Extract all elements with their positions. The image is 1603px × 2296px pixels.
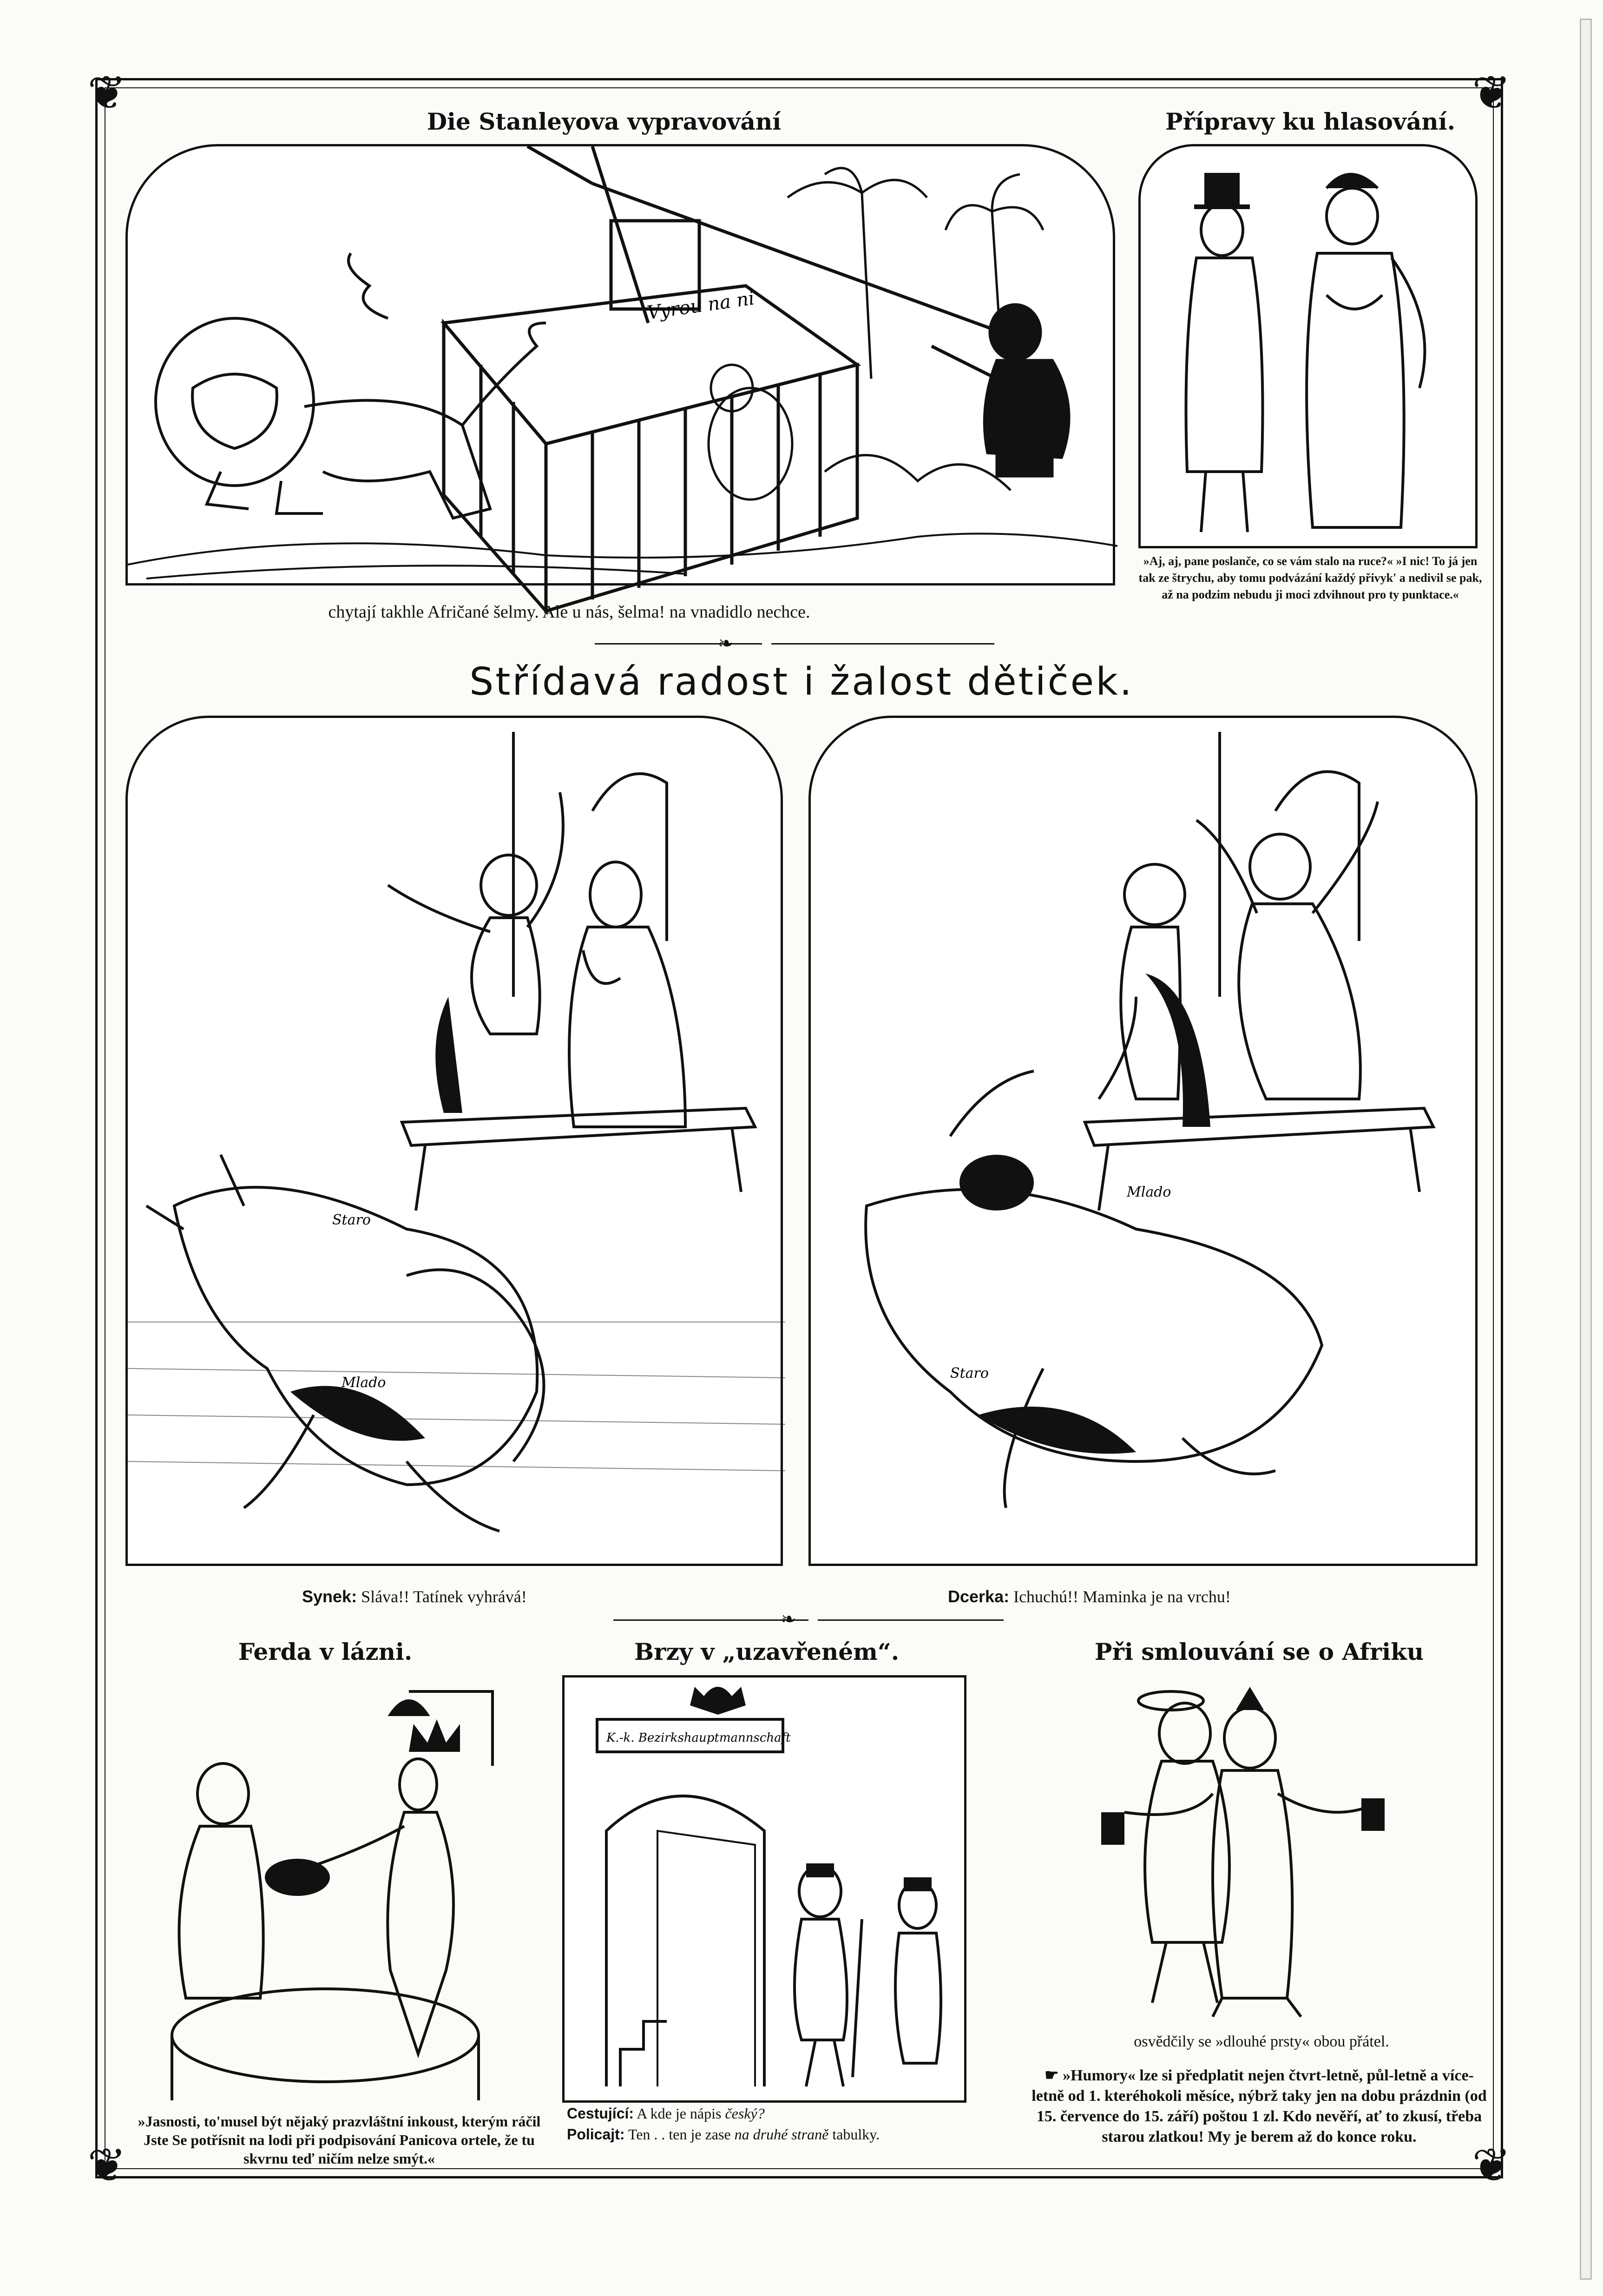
line-2-text: Ten . . ten je zase: [628, 2126, 735, 2143]
speaker-policajt: Policajt:: [567, 2126, 625, 2143]
line-1-text: A kde je nápis: [637, 2105, 725, 2122]
pointing-hand-icon: ☛: [1045, 2067, 1059, 2084]
cage-sign-text: Vyrou na ni: [645, 288, 756, 324]
closed-line-1: [567, 2105, 765, 2122]
page-edge-mark: [1580, 19, 1592, 2280]
father-caption: [302, 1587, 527, 1606]
divider-ornament-icon: ❧: [781, 1609, 796, 1630]
line-1-italic: český?: [725, 2105, 765, 2122]
africa-caption: osvědčily se »dlouhé prsty« obou přátel.: [1134, 2033, 1389, 2050]
voting-title: Přípravy ku hlasování.: [1165, 108, 1455, 135]
mother-caption: [948, 1587, 1231, 1606]
voting-illustration: [1141, 146, 1480, 551]
father-label-mlado: Mlado: [342, 1375, 386, 1391]
africa-illustration: [1083, 1682, 1408, 2035]
line-2-italic: na druhé straně: [734, 2126, 829, 2143]
ornament-corner-icon: ❦: [87, 2138, 126, 2192]
ferda-caption: »Jasnosti, to'musel být nějaký prazvláštní inkoust, kterým ráčil Jste Se potřísnit na lodi při podpisování Panicova ortele, že tu skvrnu teď ničím nelze smýt.«: [138, 2113, 541, 2167]
stanley-illustration: [128, 146, 1117, 588]
section-divider: [818, 1619, 1004, 1621]
double-eagle-icon: [690, 1687, 746, 1715]
mother-caption-text: Ichuchú!! Maminka je na vrchu!: [1013, 1587, 1231, 1606]
closed-title: Brzy v „uzavřeném“.: [634, 1638, 900, 1665]
father-label-staro: Staro: [332, 1212, 371, 1228]
father-illustration: [128, 718, 785, 1568]
mother-label-mlado: Mlado: [1127, 1184, 1171, 1200]
ornament-corner-icon: ❦: [1472, 66, 1511, 120]
mother-illustration: [811, 718, 1480, 1568]
section-divider: [595, 643, 762, 645]
stanley-title: Die Stanleyova vypravování: [427, 108, 782, 135]
closed-sign-text: K.-k. Bezirkshauptmannschaft: [606, 1731, 791, 1745]
closed-line-2: [567, 2126, 880, 2143]
stanley-caption: chytají takhle Afričané šelmy. Ale u nás, šelma! na vnadidlo nechce.: [328, 602, 810, 622]
closed-illustration: [565, 1678, 969, 2105]
voting-caption: »Aj, aj, pane poslanče, co se vám stalo na ruce?« »I nic! To já jen tak ze štrychu, aby tomu podvázání každý přivyk' a nedivil se pak, až na podzim nebudu ji moci zdvihnout pro ty punktace.«: [1138, 554, 1482, 601]
ornament-corner-icon: ❦: [1472, 2138, 1511, 2192]
line-2-rest: tabulky.: [828, 2126, 880, 2143]
middle-title: Střídavá radost i žalost dětiček.: [469, 660, 1134, 704]
stanley-panel: [125, 144, 1115, 586]
ferda-title: Ferda v lázni.: [238, 1638, 413, 1665]
speaker-cestujici: Cestující:: [567, 2105, 634, 2122]
mother-speaker: Dcerka:: [948, 1587, 1010, 1606]
divider-ornament-icon: ❧: [718, 633, 734, 654]
father-speaker: Synek:: [302, 1587, 357, 1606]
ornament-corner-icon: ❦: [87, 66, 126, 120]
voting-panel: [1138, 144, 1478, 548]
father-caption-text: Sláva!! Tatínek vyhrává!: [361, 1587, 527, 1606]
section-divider: [613, 1619, 808, 1621]
mother-label-staro: Staro: [950, 1365, 989, 1382]
section-divider: [771, 643, 994, 645]
father-panel: [125, 716, 783, 1566]
africa-title: Při smlouvání se o Afriku: [1094, 1638, 1424, 1665]
closed-panel: [562, 1675, 966, 2103]
ferda-illustration: [130, 1673, 548, 2114]
notice-text: »Humory« lze si předplatit nejen čtvrt-letně, půl-letně a více-letně od 1. kteréhokoli měsíce, nýbrž taky jen na dobu prázdnin (od 15. července do 15. září) poštou 1 zl. Kdo nevěří, ať to zkusí, třeba starou zlatkou! My je berem až do konce roku.: [1031, 2067, 1487, 2145]
subscription-notice: [1031, 2066, 1487, 2147]
mother-panel: [808, 716, 1478, 1566]
